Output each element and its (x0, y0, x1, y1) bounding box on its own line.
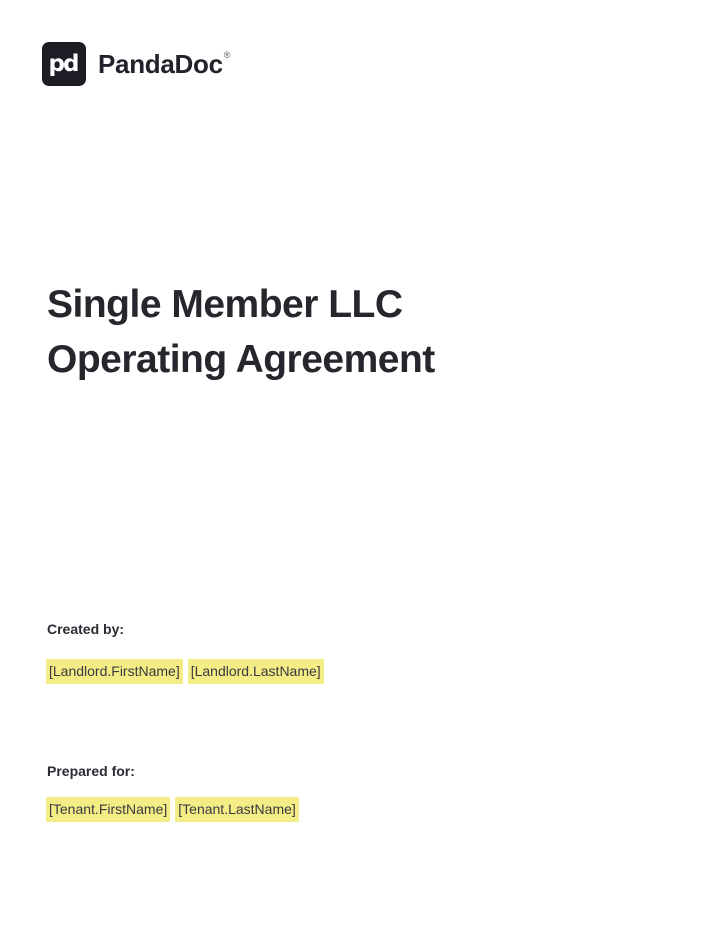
created-by-fields-row (46, 659, 324, 684)
pandadoc-logo (42, 42, 230, 86)
prepared-for-fields-row (46, 797, 299, 822)
pandadoc-logo-icon (42, 42, 86, 86)
document-title-line2: Operating Agreement (47, 338, 435, 381)
prepared-for-label: Prepared for: (47, 763, 135, 779)
pandadoc-wordmark: PandaDoc (98, 49, 223, 79)
merge-field-landlord-firstname[interactable]: [Landlord.FirstName] (46, 659, 183, 684)
document-title (47, 277, 435, 387)
merge-field-tenant-lastname[interactable]: [Tenant.LastName] (175, 797, 299, 822)
created-by-label: Created by: (47, 621, 125, 637)
document-title-line1: Single Member LLC (47, 283, 403, 326)
pandadoc-wordmark-group (98, 42, 230, 86)
pd-monogram-icon: pd (48, 50, 78, 77)
merge-field-tenant-firstname[interactable]: [Tenant.FirstName] (46, 797, 170, 822)
merge-field-landlord-lastname[interactable]: [Landlord.LastName] (188, 659, 324, 684)
registered-trademark-mark: ® (223, 50, 231, 60)
